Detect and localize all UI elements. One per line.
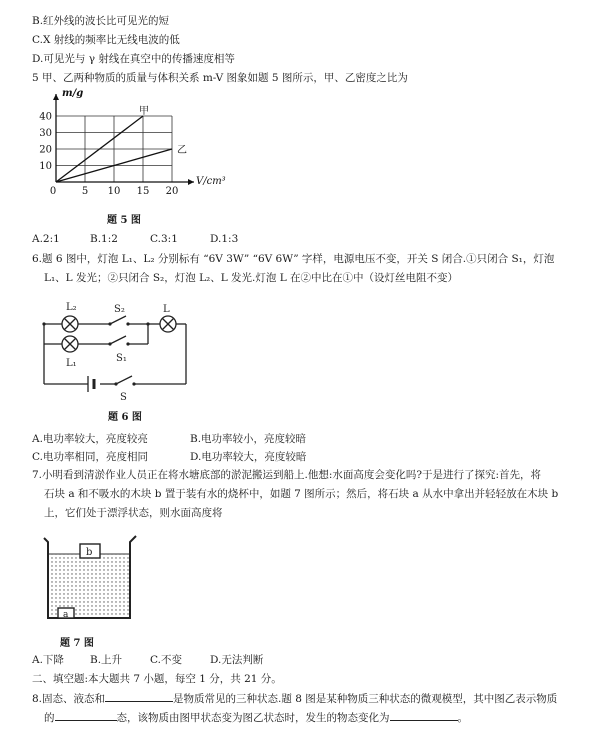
y-axis-title: m/g <box>62 88 84 99</box>
q6-option-c: C.电功率相同，亮度相同 <box>32 451 148 463</box>
q7-option-b: B.上升 <box>90 654 123 666</box>
q5-option-b: B.1:2 <box>90 233 118 245</box>
q5-option-d: D.1:3 <box>210 233 239 245</box>
y-axis-arrow-icon <box>53 94 59 100</box>
q7-option-c: C.不变 <box>150 654 182 666</box>
chart-axes <box>53 94 194 185</box>
q5-option-c: C.3:1 <box>150 233 178 245</box>
q8-text-2c: 。 <box>457 712 468 724</box>
label-l: L <box>163 304 170 315</box>
q8-blank-1[interactable] <box>105 691 173 702</box>
x-axis-arrow-icon <box>188 179 194 185</box>
label-s: S <box>120 392 127 403</box>
y-tick-label: 40 <box>39 111 52 123</box>
label-s1: S₁ <box>116 353 127 364</box>
label-b: b <box>86 547 93 558</box>
chart-grid <box>56 116 172 182</box>
q7-option-a: A.下降 <box>32 654 64 666</box>
q8-blank-2[interactable] <box>55 710 117 721</box>
q6-stem-line1: 6.题 6 图中，灯泡 L₁、L₂ 分别标有 “6V 3W” “6V 6W” 字样，电源电压不变，开关 S 闭合.①只闭合 S₁，灯泡 <box>32 253 555 265</box>
q4-option-c: C.X 射线的频率比无线电波的低 <box>32 34 180 46</box>
q6-caption: 题 6 图 <box>108 412 142 423</box>
q8-text-1a: 8.固态、液态和 <box>32 693 106 705</box>
label-a: a <box>63 610 69 620</box>
q6-option-d: D.电功率较大，亮度较暗 <box>190 451 307 463</box>
origin-label: 0 <box>49 186 57 197</box>
q4-option-d: D.可见光与 γ 射线在真空中的传播速度相等 <box>32 53 235 65</box>
x-axis-title: V/cm³ <box>196 176 226 187</box>
q5-caption: 题 5 图 <box>107 215 141 226</box>
section2-heading: 二、填空题:本大题共 7 小题，每空 1 分，共 21 分。 <box>32 673 282 685</box>
y-tick-label: 20 <box>39 144 52 156</box>
label-l2: L₂ <box>66 302 77 313</box>
label-l1: L₁ <box>66 358 77 369</box>
q7-caption: 题 7 图 <box>60 638 94 649</box>
q7-option-d: D.无法判断 <box>210 654 264 666</box>
q4-option-b: B.红外线的波长比可见光的短 <box>32 15 170 27</box>
q6-option-b: B.电功率较小，亮度较暗 <box>190 433 307 445</box>
series-label-1: 甲 <box>139 106 149 117</box>
x-tick-label: 15 <box>136 186 150 197</box>
x-tick-label: 5 <box>81 186 89 197</box>
q7-stem-line2: 石块 a 和不吸水的木块 b 置于装有水的烧杯中，如题 7 图所示；然后，将石块 a 从水中拿出并轻轻放在木块 b <box>44 488 559 500</box>
q8-text-1b: 是物质常见的三种状态.题 8 图是某种物质三种状态的微观模型，其中图乙表示物质 <box>173 693 558 705</box>
q7-stem-line3: 上，它们处于漂浮状态，则水面高度将 <box>44 507 223 519</box>
q5-option-a: A.2:1 <box>32 233 60 245</box>
y-tick-label: 30 <box>39 128 52 139</box>
q8-text-2a: 的 <box>44 712 55 724</box>
q6-option-a: A.电功率较大，亮度较亮 <box>32 433 148 445</box>
x-tick-label: 20 <box>165 186 179 197</box>
q8-text-2b: 态，该物质由图甲状态变为图乙状态时，发生的物态变化为 <box>116 712 390 724</box>
chart-labels <box>39 88 225 197</box>
q5-chart <box>32 86 252 204</box>
q7-beaker-diagram <box>42 528 146 628</box>
q8-line2 <box>44 710 468 725</box>
q8-line1 <box>32 691 557 706</box>
y-tick-label: 10 <box>39 161 52 172</box>
x-tick-label: 10 <box>107 186 121 197</box>
q8-blank-3[interactable] <box>390 710 458 721</box>
q7-stem-line1: 7.小明看到清淤作业人员正在将水塘底部的淤泥搬运到船上.他想:水面高度会变化吗?于是进行了探究:首先，将 <box>32 469 542 481</box>
q6-circuit-diagram <box>36 286 196 404</box>
q5-stem: 5 甲、乙两种物质的质量与体积关系 m-V 图象如题 5 图所示，甲、乙密度之比为 <box>32 72 408 84</box>
series-label-2: 乙 <box>177 145 187 156</box>
q6-stem-line2: L₁、L 发光；②只闭合 S₂，灯泡 L₂、L 发光.灯泡 L 在②中比在①中（设灯丝电阻不变） <box>44 272 459 284</box>
label-s2: S₂ <box>114 304 125 315</box>
